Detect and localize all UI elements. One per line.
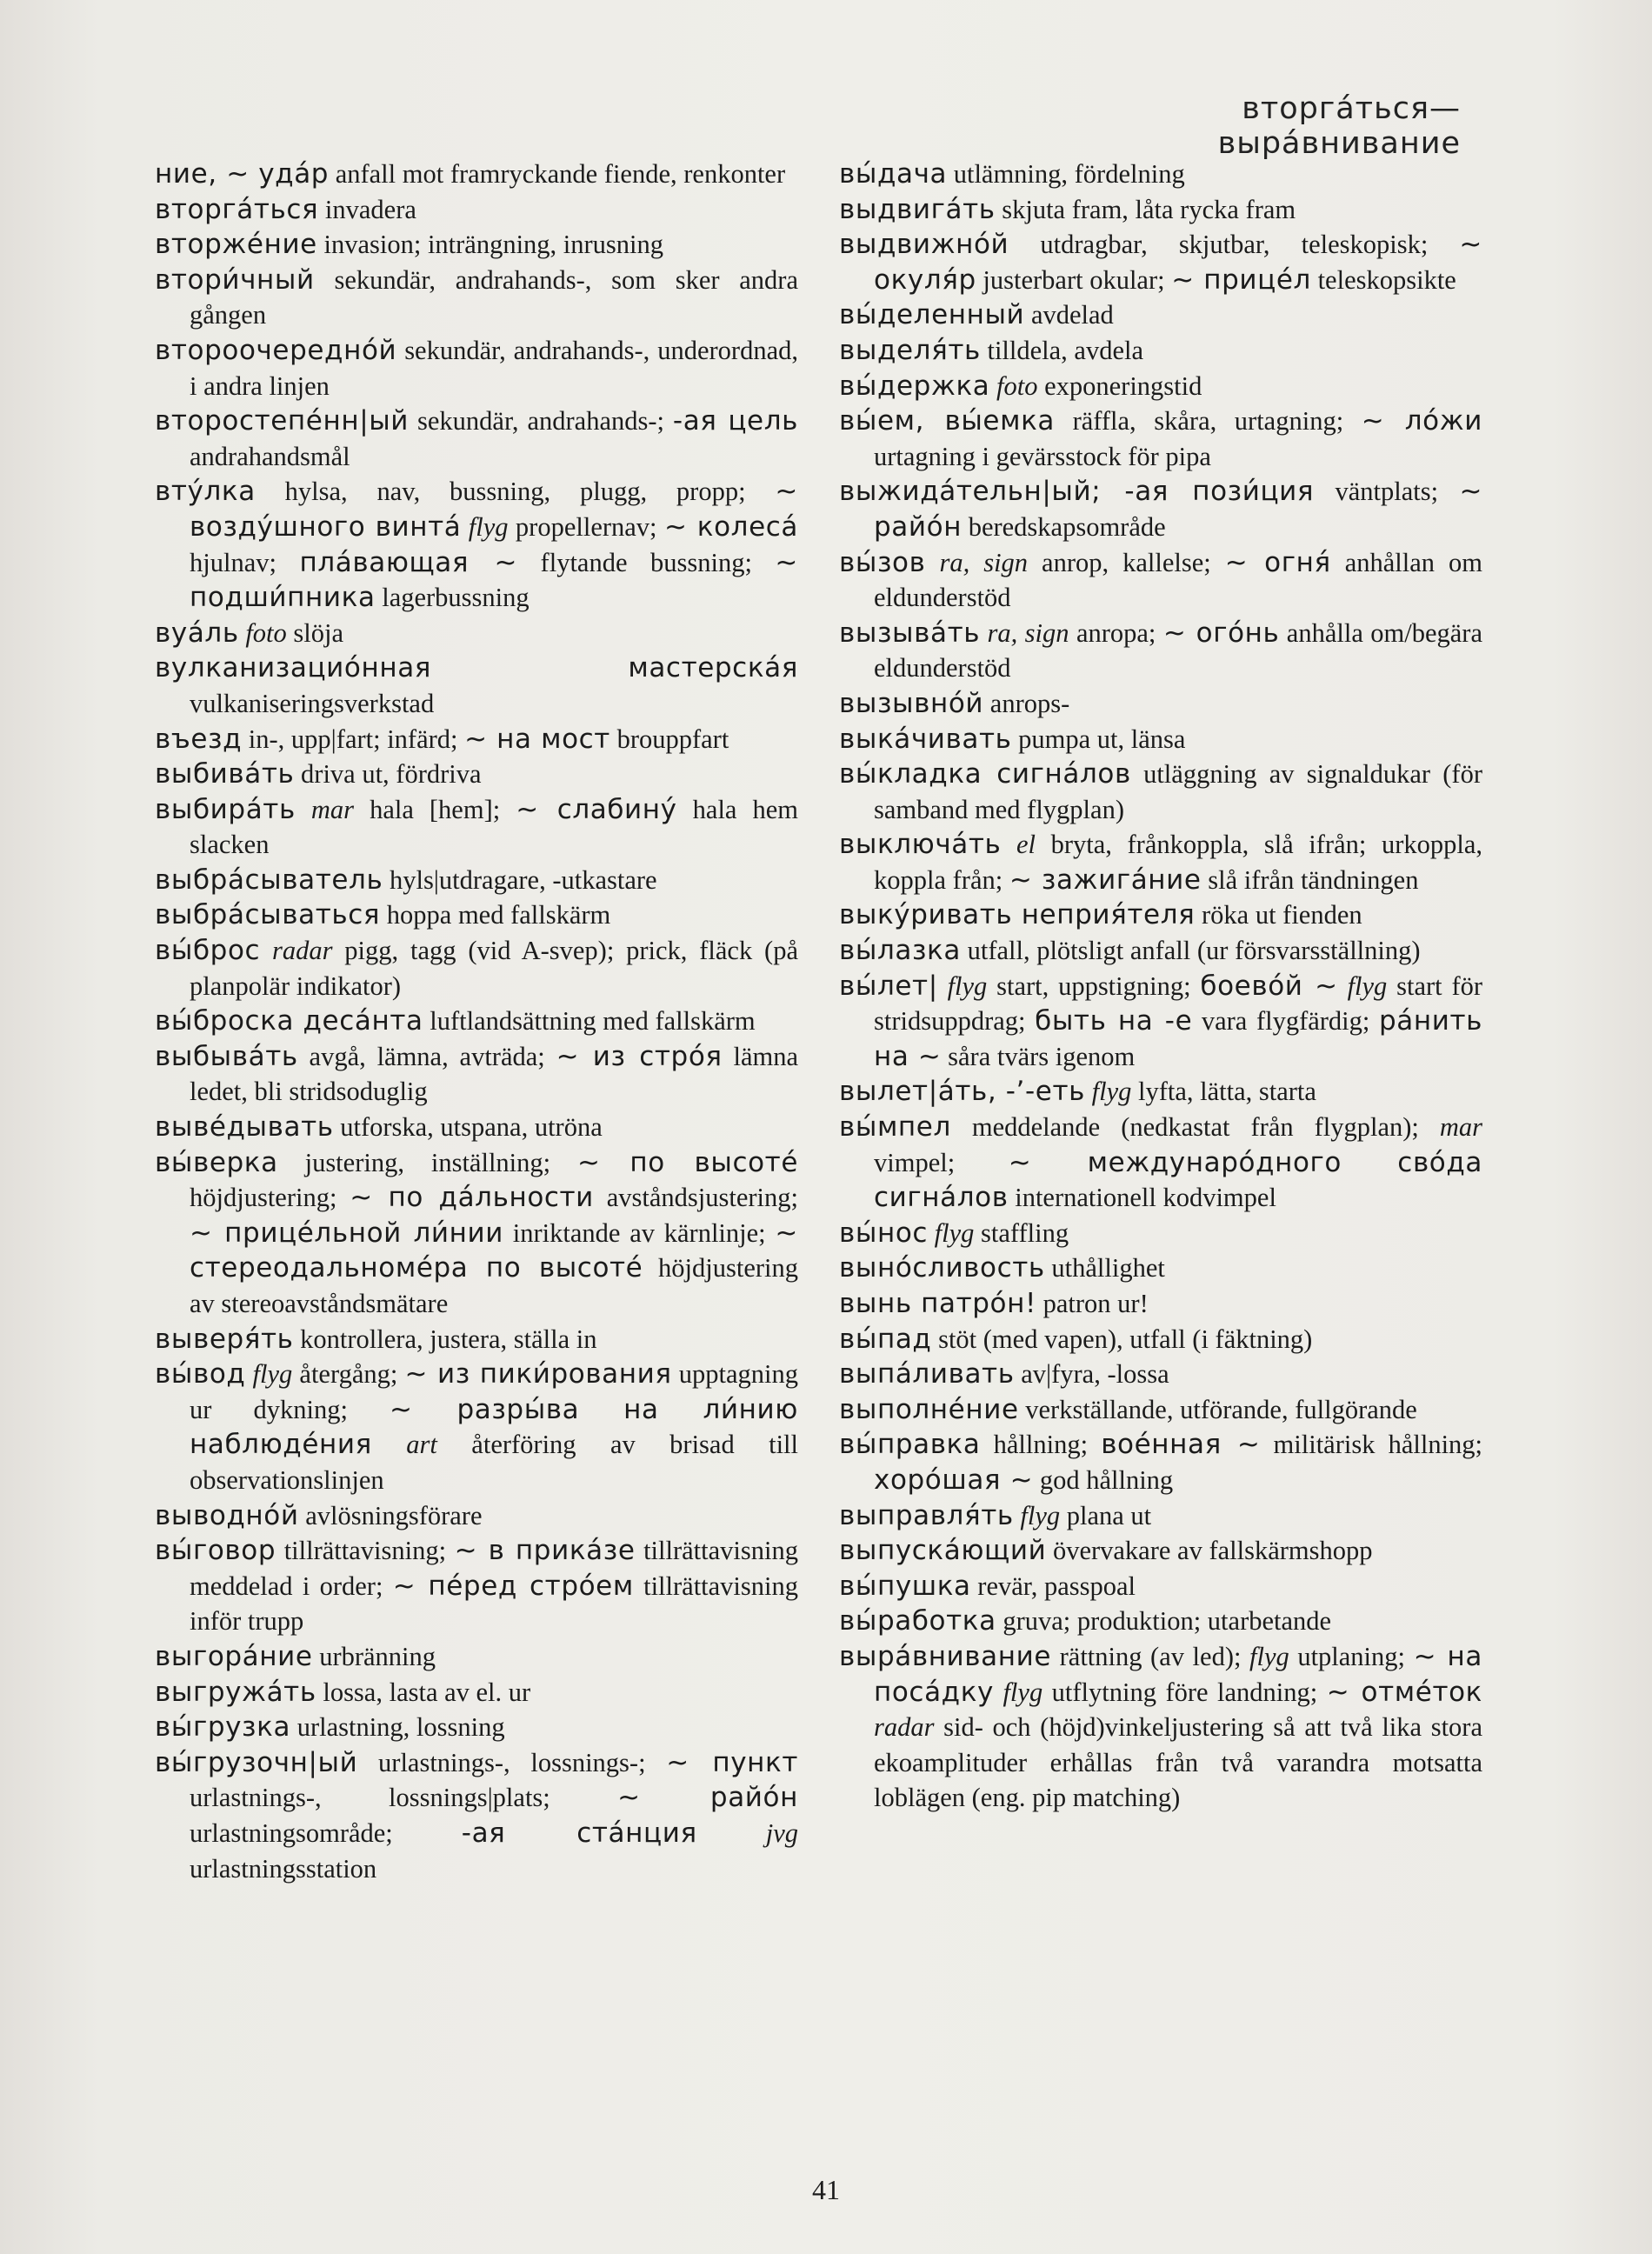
headword: вы́лет| <box>839 970 938 1002</box>
translation-text: urlastningsstation <box>190 1853 377 1884</box>
headword: вое́нная ~ <box>1101 1429 1261 1461</box>
dictionary-entry <box>839 297 1482 333</box>
headword: вы́держка <box>839 370 990 402</box>
headword: вы́пад <box>839 1323 932 1355</box>
dictionary-entry <box>155 722 798 757</box>
dictionary-entry <box>839 1392 1482 1428</box>
translation-text: meddelande (nedkastat från flygplan); <box>950 1112 1440 1143</box>
headword: выгружа́ть <box>155 1676 316 1708</box>
headword: вы́говор <box>155 1535 276 1567</box>
translation-text: hyls|utdragare, -utkastare <box>383 864 657 895</box>
dictionary-entry <box>839 1250 1482 1286</box>
translation-text: militärisk hållning; <box>1260 1430 1483 1460</box>
translation-text: lagerbussning <box>375 583 530 613</box>
headword: втори́чный <box>155 263 315 296</box>
translation-text: lossa, lasta av el. ur <box>316 1677 531 1707</box>
right-column <box>839 157 1482 1816</box>
translation-text: utforska, utspana, utröna <box>333 1112 603 1143</box>
translation-text: hållning; <box>980 1430 1102 1460</box>
translation-text: slå ifrån tändningen <box>1201 864 1419 895</box>
dictionary-entry <box>839 1286 1482 1322</box>
headword: вы́мпел <box>839 1111 951 1144</box>
translation-text: utplaning; <box>1289 1641 1414 1671</box>
headword: выка́чивать <box>839 723 1012 755</box>
headword: выпа́ливать <box>839 1358 1015 1390</box>
translation-text <box>1001 830 1016 859</box>
headword: вторже́ние <box>155 229 317 261</box>
translation-text <box>461 512 468 542</box>
translation-text: pigg, tagg (vid A-svep); prick, fläck (på planpolär indikator) <box>190 936 798 1001</box>
headword: ~ из стро́я <box>556 1040 723 1072</box>
dictionary-entry <box>155 333 798 403</box>
translation-text: hylsa, nav, bussning, plugg, propp; <box>255 477 776 507</box>
translation-text: urlastnings-, lossnings|plats; <box>190 1783 618 1813</box>
dictionary-entry <box>155 792 798 863</box>
translation-text: kontrollera, justera, ställa in <box>293 1324 597 1354</box>
headword: ~ райо́н <box>617 1782 798 1814</box>
headword: ~ райо́н <box>874 476 1483 543</box>
translation-text: plana ut <box>1060 1500 1152 1530</box>
left-column <box>155 157 798 1886</box>
dictionary-entry <box>155 157 798 192</box>
headword: въезд <box>155 723 243 755</box>
headword: ~ зажига́ние <box>1009 864 1202 896</box>
dictionary-entry <box>155 1675 798 1711</box>
translation-text: utläggning av signaldukar (för samband med flygplan) <box>874 759 1482 824</box>
translation-text: flytande bussning; <box>517 547 776 577</box>
dictionary-entry <box>155 403 798 474</box>
translation-text <box>925 548 939 577</box>
dictionary-entry <box>839 933 1482 969</box>
headword: ~ на поса́дку <box>874 1640 1483 1708</box>
headword: выводно́й <box>155 1499 299 1531</box>
headword: выверя́ть <box>155 1323 294 1355</box>
headword: боево́й ~ <box>1200 970 1338 1002</box>
dictionary-entry <box>155 227 798 263</box>
dictionary-entry <box>839 403 1482 474</box>
translation-text: lämna ledet, bli stridsoduglig <box>190 1041 798 1107</box>
translation-text: urbränning <box>312 1641 436 1671</box>
translation-text: anfall mot framryckande fiende, renkonter <box>329 159 786 189</box>
dictionary-entry <box>155 1357 798 1497</box>
translation-text: gruva; produktion; utarbetande <box>996 1606 1332 1637</box>
headword: вы́грузочн|ый <box>155 1746 358 1778</box>
abbreviation: flyg <box>1003 1677 1043 1707</box>
headword: второстепе́нн|ый <box>155 405 410 437</box>
headword: вызыва́ть <box>839 617 981 649</box>
dictionary-entry <box>155 1110 798 1145</box>
headword: выбива́ть <box>155 758 295 790</box>
headword: вы́броска деса́нта <box>155 1005 423 1037</box>
headword: выве́дывать <box>155 1111 334 1144</box>
dictionary-entry <box>155 1498 798 1534</box>
abbreviation: el <box>1016 830 1036 860</box>
headword: вылет|а́ть, -’-еть <box>839 1076 1085 1108</box>
headword: выбира́ть <box>155 793 296 825</box>
translation-text: urlastning, lossning <box>290 1712 505 1743</box>
headword: ~ междунаро́дного сво́да сигна́лов <box>874 1146 1483 1214</box>
dictionary-entry <box>155 650 798 721</box>
dictionary-entry <box>155 757 798 792</box>
translation-text: utfall, plötsligt anfall (ur försvarsställning) <box>960 936 1421 966</box>
dictionary-entry <box>155 192 798 228</box>
dictionary-entry <box>155 474 798 615</box>
translation-text: avståndsjustering; <box>593 1183 798 1213</box>
headword: вы́ем, вы́емка <box>839 405 1055 437</box>
translation-text: höjdjustering; <box>190 1183 350 1213</box>
headword: вы́пушка <box>839 1570 971 1602</box>
headword: вы́правка <box>839 1429 981 1461</box>
headword: вынь патро́н! <box>839 1288 1037 1319</box>
translation-text: anropa; <box>1069 617 1163 648</box>
translation-text: anrops- <box>983 688 1070 718</box>
translation-text: uthållighet <box>1044 1253 1165 1284</box>
translation-text: luftlandsättning med fallskärm <box>423 1006 756 1037</box>
translation-text: lyfta, lätta, starta <box>1131 1077 1316 1107</box>
headword: ~ окуля́р <box>874 229 1482 296</box>
dictionary-entry <box>155 863 798 898</box>
headword: вызывно́й <box>839 687 984 719</box>
abbreviation: flyg <box>1347 970 1388 1001</box>
dictionary-entry <box>839 827 1482 897</box>
translation-text: bryta, frånkoppla, slå ifrån; urkoppla, koppla från; <box>874 830 1482 895</box>
headword: вы́грузка <box>155 1711 291 1744</box>
dictionary-entry <box>155 1004 798 1039</box>
headword: ~ на мост <box>464 723 610 755</box>
translation-text: av|fyra, -lossa <box>1014 1359 1169 1390</box>
dictionary-entry <box>839 1569 1482 1604</box>
translation-text: exponeringstid <box>1037 370 1202 401</box>
translation-text <box>928 1218 935 1248</box>
headword: ~ подши́пника <box>190 546 798 614</box>
translation-text: internationell kodvimpel <box>1008 1183 1276 1213</box>
translation-text <box>1338 971 1348 1001</box>
translation-text: start, uppstigning; <box>987 970 1201 1001</box>
dictionary-entry <box>839 227 1482 297</box>
abbreviation: flyg <box>1091 1077 1132 1107</box>
abbreviation: flyg <box>252 1359 293 1390</box>
headword: выпуска́ющий <box>839 1535 1047 1567</box>
headword: вы́деленный <box>839 299 1025 331</box>
translation-text <box>989 371 996 401</box>
translation-text: revär, passpoal <box>970 1570 1136 1601</box>
dictionary-entry <box>839 474 1482 544</box>
dictionary-entry <box>839 545 1482 616</box>
dictionary-entry <box>155 897 798 933</box>
translation-text: skjuta fram, låta rycka fram <box>995 194 1296 224</box>
dictionary-entry <box>155 616 798 651</box>
translation-text: återgång; <box>292 1359 405 1390</box>
translation-text: tilldela, avdela <box>980 335 1143 365</box>
headword: ~ ло́жи <box>1361 405 1482 437</box>
headword: выра́внивание <box>839 1640 1052 1672</box>
headword: ~ отме́ток <box>1326 1676 1482 1708</box>
translation-text <box>1014 1501 1021 1530</box>
translation-text: tillrättavisning; <box>276 1536 455 1566</box>
dictionary-entry <box>839 369 1482 404</box>
translation-text: brouppfart <box>610 724 729 754</box>
running-head: вторга́ться—выра́внивание <box>1217 91 1461 161</box>
headword: ~ прице́льной ли́нии <box>190 1217 504 1249</box>
headword: выбра́сыватель <box>155 864 383 896</box>
translation-text: vimpel; <box>874 1147 1009 1177</box>
abbreviation: flyg <box>468 511 509 542</box>
translation-text: väntplats; <box>1314 477 1460 507</box>
translation-text: sekundär, andrahands-; <box>409 406 673 437</box>
translation-text: patron ur! <box>1036 1289 1149 1318</box>
translation-text: sekundär, andrahands-, underordnad, i andra linjen <box>190 335 798 401</box>
translation-text <box>994 1677 1003 1707</box>
translation-text: driva ut, fördriva <box>294 759 482 790</box>
dictionary-entry <box>155 1639 798 1675</box>
dictionary-entry <box>839 1216 1482 1251</box>
abbreviation: flyg <box>947 970 988 1001</box>
headword: выжида́тельн|ый; -ая пози́ция <box>839 476 1315 508</box>
translation-text: rättning (av led); <box>1051 1641 1250 1671</box>
dictionary-entry <box>155 1533 798 1639</box>
dictionary-entry <box>839 157 1482 192</box>
dictionary-entry <box>839 1533 1482 1569</box>
headword: вы́лазка <box>839 935 961 967</box>
abbreviation: radar <box>874 1712 935 1743</box>
abbreviation: foto <box>245 617 287 648</box>
translation-text: god hållning <box>1033 1464 1174 1495</box>
headword: вуа́ль <box>155 617 239 649</box>
dictionary-entry <box>155 1745 798 1886</box>
dictionary-entry <box>155 1322 798 1357</box>
headword: -ая цель <box>672 405 798 437</box>
translation-text: anrop, kallelse; <box>1028 547 1225 577</box>
headword: вторга́ться <box>155 193 319 225</box>
translation-text: hoppa med fallskärm <box>380 900 611 930</box>
translation-text <box>938 971 948 1001</box>
translation-text: upptagning ur dykning; <box>190 1359 798 1424</box>
headword: ~ в прика́зе <box>454 1535 636 1567</box>
headword: быть на -е <box>1035 1005 1193 1037</box>
translation-text: stöt (med vapen), utfall (i fäktning) <box>931 1324 1313 1354</box>
headword: ~ разры́ва на ли́нию наблюде́ния <box>190 1393 798 1461</box>
dictionary-entry <box>839 1074 1482 1110</box>
headword: выключа́ть <box>839 829 1002 861</box>
headword: выно́сливость <box>839 1252 1045 1284</box>
headword: выдвига́ть <box>839 193 996 225</box>
translation-text: avlösningsförare <box>298 1500 483 1530</box>
dictionary-entry <box>155 1710 798 1745</box>
headword: выделя́ть <box>839 334 981 366</box>
translation-text <box>372 1430 406 1459</box>
translation-text: staffling <box>974 1217 1069 1248</box>
translation-text: invadera <box>318 194 416 224</box>
translation-text: räffla, skåra, urtagning; <box>1055 406 1362 437</box>
abbreviation: flyg <box>1249 1641 1289 1671</box>
headword: второочередно́й <box>155 334 397 366</box>
dictionary-entry <box>155 263 798 333</box>
dictionary-entry <box>839 757 1482 827</box>
dictionary-entry <box>839 333 1482 369</box>
abbreviation: ra, sign <box>987 617 1069 648</box>
translation-text: inriktande av kärnlinje; <box>503 1217 776 1248</box>
translation-text <box>980 618 987 648</box>
translation-text: teleskopsikte <box>1310 264 1456 295</box>
translation-text: urtagning i gevärsstock för pipa <box>874 441 1211 471</box>
translation-text: övervakare av fallskärmshopp <box>1046 1536 1373 1566</box>
headword: ние, ~ уда́р <box>155 158 330 190</box>
headword: ~ из пики́рования <box>404 1358 672 1390</box>
headword: ~ слабину́ <box>516 793 677 825</box>
translation-text <box>239 618 246 648</box>
dictionary-entry <box>839 722 1482 757</box>
translation-text: beredskapsområde <box>962 511 1166 542</box>
translation-text: tillrättavisning inför trupp <box>190 1570 798 1637</box>
translation-text: hjulnav; <box>190 547 300 577</box>
abbreviation: jvg <box>765 1817 798 1848</box>
abbreviation: flyg <box>934 1217 975 1248</box>
translation-text: start för stridsuppdrag; <box>874 970 1483 1037</box>
translation-text <box>296 795 311 824</box>
dictionary-entry <box>839 969 1482 1075</box>
translation-text: vulkaniseringsverkstad <box>190 688 435 718</box>
translation-text: anhållan om eldunderstöd <box>874 547 1482 613</box>
abbreviation: ra, sign <box>939 547 1029 577</box>
translation-text: utflytning före landning; <box>1042 1677 1327 1707</box>
headword: вы́вод <box>155 1358 246 1390</box>
headword: выдвижно́й <box>839 229 1009 261</box>
headword: вы́зов <box>839 546 926 578</box>
dictionary-entry <box>839 686 1482 722</box>
headword: вту́лка <box>155 476 256 508</box>
headword: вы́брос <box>155 935 261 967</box>
translation-text: hala [hem]; <box>354 794 516 824</box>
headword: ~ по высоте́ <box>577 1146 798 1178</box>
translation-text: såra tvärs igenom <box>941 1041 1136 1071</box>
translation-text: justering, inställning; <box>277 1147 578 1177</box>
translation-text: utdragbar, skjutbar, teleskopisk; <box>1009 230 1460 260</box>
translation-text <box>245 1359 252 1389</box>
abbreviation: mar <box>310 794 355 824</box>
dictionary-entry <box>839 1498 1482 1534</box>
translation-text: hala hem slacken <box>190 794 799 860</box>
translation-text: slöja <box>286 617 344 648</box>
translation-text <box>1085 1077 1092 1106</box>
dictionary-entry <box>839 1427 1482 1497</box>
translation-text: urlastnings-, lossnings-; <box>357 1747 667 1777</box>
headword: ~ ого́нь <box>1162 617 1280 649</box>
translation-text: in-, upp|fart; infärd; <box>242 724 465 754</box>
dictionary-entry <box>839 616 1482 686</box>
headword: ~ стереодальноме́ра по высоте́ <box>190 1217 798 1284</box>
dictionary-entry <box>155 1145 798 1322</box>
translation-text <box>260 936 272 965</box>
dictionary-entry <box>839 1604 1482 1639</box>
headword: ~ пункт <box>666 1746 798 1778</box>
headword: вы́верка <box>155 1146 278 1178</box>
translation-text: invasion; inträngning, inrusning <box>316 230 664 260</box>
headword: вы́кладка сигна́лов <box>839 758 1131 790</box>
translation-text: propellernav; <box>508 511 664 542</box>
headword: выку́ривать неприя́теля <box>839 899 1196 931</box>
dictionary-entry <box>839 1110 1482 1216</box>
translation-text: sekundär, andrahands-, som sker andra gången <box>190 264 798 330</box>
headword: ~ прице́л <box>1171 263 1311 296</box>
dictionary-entry <box>839 1357 1482 1392</box>
headword: хоро́шая ~ <box>874 1464 1034 1496</box>
abbreviation: flyg <box>1020 1500 1061 1530</box>
translation-text: sid- och (höjd)vinkeljustering så att två lika stora ekoamplituder erhållas från två varandra motsatta loblägen (eng. pip matching) <box>874 1712 1482 1813</box>
dictionary-entry <box>155 933 798 1004</box>
headword: вы́дача <box>839 158 948 190</box>
abbreviation: foto <box>996 370 1038 401</box>
translation-text: verkställande, utförande, fullgörande <box>1018 1394 1417 1424</box>
headword: выбыва́ть <box>155 1040 298 1072</box>
headword: ~ колеса́ <box>663 510 798 543</box>
headword: ~ возду́шного винта́ <box>190 476 798 543</box>
abbreviation: radar <box>271 936 333 966</box>
translation-text: anhålla om/begära eldunderstöd <box>874 617 1482 684</box>
translation-text: urlastningsområde; <box>190 1817 462 1848</box>
headword: -ая ста́нция <box>461 1817 697 1849</box>
translation-text: avgå, lämna, avträda; <box>297 1041 556 1071</box>
translation-text: återföring av brisad till observationslinjen <box>190 1430 799 1495</box>
headword: ра́нить на ~ <box>874 1005 1483 1072</box>
headword: ~ по да́льности <box>350 1182 594 1214</box>
translation-text: röka ut fienden <box>1195 900 1362 930</box>
translation-text: avdelad <box>1024 300 1114 330</box>
headword: выполне́ние <box>839 1393 1019 1425</box>
headword: вулканизацио́нная мастерска́я <box>155 652 798 684</box>
translation-text: höjdjustering av stereoavståndsmätare <box>190 1253 798 1318</box>
headword: выгора́ние <box>155 1640 313 1672</box>
translation-text: vara flygfärdig; <box>1192 1006 1379 1037</box>
headword: ~ огня́ <box>1224 546 1331 578</box>
translation-text: tillrättavisning meddelad i order; <box>190 1536 798 1601</box>
headword: выправля́ть <box>839 1499 1014 1531</box>
headword: выбра́сываться <box>155 899 381 931</box>
translation-text <box>697 1818 766 1848</box>
abbreviation: mar <box>1439 1112 1482 1143</box>
dictionary-entry <box>839 192 1482 228</box>
dictionary-entry <box>839 1639 1482 1816</box>
translation-text: pumpa ut, länsa <box>1011 724 1186 754</box>
dictionary-entry <box>155 1039 798 1110</box>
headword: вы́работка <box>839 1605 996 1637</box>
page-number: 41 <box>812 2174 840 2205</box>
headword: вы́нос <box>839 1217 929 1249</box>
dictionary-entry <box>839 1322 1482 1357</box>
abbreviation: art <box>406 1430 437 1460</box>
headword: пла́вающая ~ <box>299 546 518 578</box>
translation-text: andrahandsmål <box>190 441 350 471</box>
translation-text: justerbart okular; <box>976 264 1172 295</box>
headword: ~ пе́ред стро́ем <box>392 1570 634 1602</box>
translation-text: utlämning, fördelning <box>947 159 1185 189</box>
dictionary-entry <box>839 897 1482 933</box>
